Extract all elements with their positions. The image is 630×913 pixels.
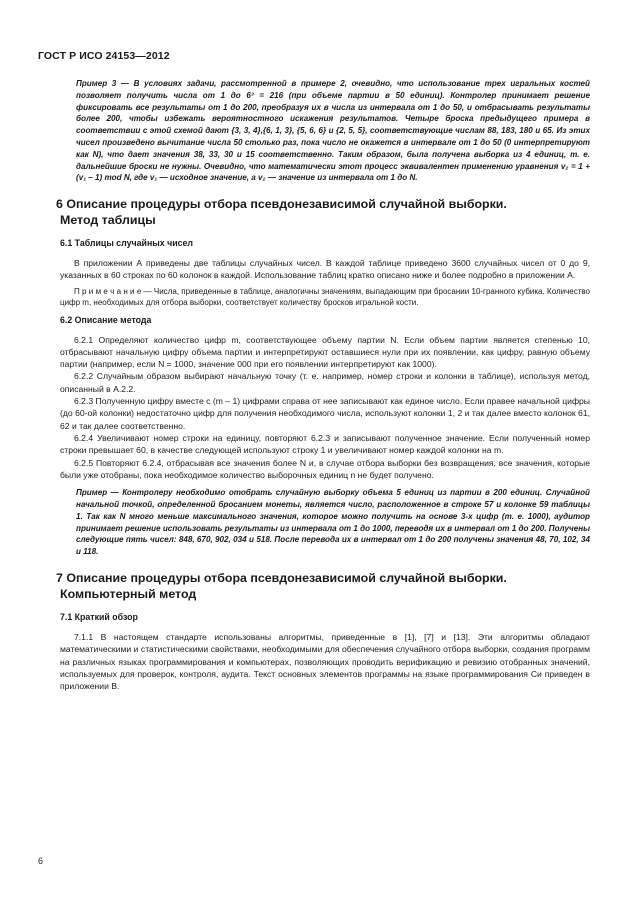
- paragraph-6-2-4: 6.2.4 Увеличивают номер строки на единицу, повторяют 6.2.3 и записывают полученное значение. Если полученный номер строки превышает 60, в качестве следующей используют строку 1 и увеличивают номер каждой колонки на m.: [60, 432, 590, 456]
- section-7-heading-line1: 7 Описание процедуры отбора псевдонезависимой случайной выборки.: [56, 570, 507, 585]
- subsection-6-1-paragraph: В приложении А приведены две таблицы случайных чисел. В каждой таблице приведено 3600 случайных чисел от 0 до 9, указанных в 60 строках по 60 колонок в каждой. Использование таблиц кратко описано ниже и более подробно в приложении А.: [60, 258, 590, 281]
- paragraph-7-1-1: 7.1.1 В настоящем стандарте использованы алгоритмы, приведенные в [1], [7] и [13]. Эти алгоритмы обладают математическими и статистическими свойствами, необходимыми для обеспечения случайного отбора выборки, создания программ на различных языках программирования и компьютерах, позволяющих проводить верификацию и ревизию отобранных значений, используемых для проверок, контроля, аудита. Текст основных элементов программы на языке программирования Си приведен в приложении В.: [60, 631, 590, 692]
- paragraph-6-2-3: 6.2.3 Полученную цифру вместе с (m – 1) цифрами справа от нее записывают как единое число. Если правее начальной цифры (до 60-ой колонки) недостаточно цифр для получения необходимого числа, используют колонки 1, 2 и так далее вместо колонок 61, 62 и так далее соответственно.: [60, 396, 590, 431]
- paragraph-6-2-1: 6.2.1 Определяют количество цифр m, соответствующее объему партии N. Если объем партии является степенью 10, отбрасывают начальную цифру объема партии и интерпретируют оставшиеся нули при их появлении, как цифру, равную объему партии (например, если N = 1000, значение 000 при его появлении интерпретируют как 1000).: [60, 334, 590, 370]
- example-3-paragraph: Пример 3 — В условиях задачи, рассмотренной в примере 2, очевидно, что использование трех игральных костей позволяет получить числа от 1 до 6³ = 216 (при объеме партии в 50 единиц). Контролер принимает решение фиксировать все результаты от 1 до 200, преобразуя их в числа из интервала от 1 до 50, и отбрасывать результаты более 200, чтобы избежать вероятностного искажения результатов. Четыре броска предыдущего примера в соответствии с этой схемой дают {3, 3, 4},{6, 1, 3}, {5, 6, 6} и {2, 5, 5}, соответствующие числам 88, 183, 180 и 65. Из этих чисел произведено вычитание числа 50 столько раз, пока число не окажется в интервале от 1 до 50 (0 интерпретируют как N), что дает значения 38, 33, 30 и 15 соответственно. Таким образом, была получена выборка из 4 единиц, т. е. дальнейшие броски не нужны. Очевидно, что математически этот процесс эквивалентен применению уравнения v₂ = 1 + (v₁ – 1) mod N, где v₁ — исходное значение, а v₂ — значение из интервала от 1 до N.: [76, 79, 590, 183]
- section-7-heading-line2: Компьютерный метод: [60, 586, 197, 601]
- section-6-heading: [56, 196, 590, 228]
- subsection-6-1-heading: 6.1 Таблицы случайных чисел: [60, 238, 194, 249]
- subsection-7-1-heading: 7.1 Краткий обзор: [60, 611, 138, 622]
- running-header: ГОСТ Р ИСО 24153—2012: [38, 50, 170, 62]
- section-6-heading-line2: Метод таблицы: [60, 213, 156, 228]
- page-content: [56, 78, 590, 692]
- example-paragraph: Пример — Контролеру необходимо отобрать случайную выборку объема 5 единиц из партии в 200 единиц. Случайной начальной точкой, определенной бросанием монеты, является число, расположенное в строке 57 и колонке 59 таблицы 1. Так как N много меньше максимального значения, которое можно получить на основе 3-х цифр (т. е. 1000), аудитор принимает решение использовать результаты из интервала от 1 до 1000, переводя их в интервал от 1 до 200. Получены следующие пять чисел: 848, 670, 902, 034 и 518. После перевода их в интервал от 1 до 200 получены значения 48, 70, 102, 34 и 118.: [76, 488, 590, 557]
- page-number: 6: [38, 856, 44, 866]
- subsection-6-2-heading: 6.2 Описание метода: [60, 314, 152, 325]
- paragraph-6-2-5: 6.2.5 Повторяют 6.2.4, отбрасывая все значения более N и, в случае отбора выборки без возвращения, все значения, которые были уже отобраны, пока необходимое количество выборочных единиц n не будет получено.: [60, 457, 590, 480]
- section-6-heading-line1: 6 Описание процедуры отбора псевдонезависимой случайной выборки.: [56, 197, 507, 212]
- note-paragraph: П р и м е ч а н и е — Числа, приведенные в таблице, аналогичны значениям, выпадающим при бросании 10-гранного кубика. Количество цифр m, необходимых для отбора выборки, соответствует количеству бросков игральной кости.: [60, 286, 590, 308]
- section-7-heading: [56, 570, 590, 602]
- paragraph-6-2-2: 6.2.2 Случайным образом выбирают начальную точку (т. е. например, номер строки и колонки в таблице), используя метод, описанный в А.2.2.: [60, 371, 590, 394]
